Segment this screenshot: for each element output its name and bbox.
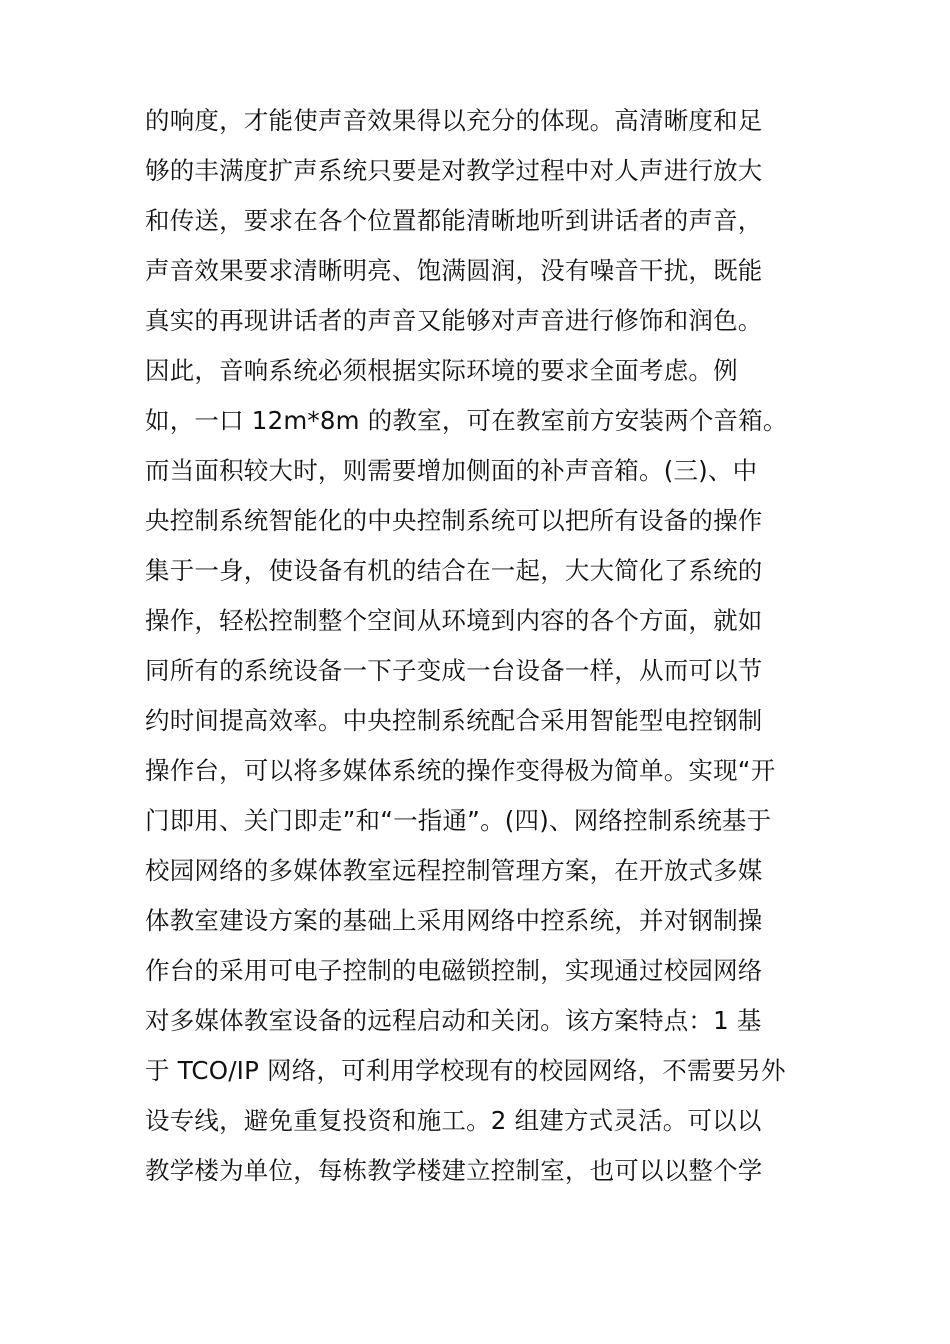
text-line: 于 TCO/IP 网络，可利用学校现有的校园网络，不需要另外	[145, 1056, 786, 1085]
text-line: 如，一口 12m*8m 的教室，可在教室前方安装两个音箱。	[145, 406, 788, 435]
text-line: 教学楼为单位，每栋教学楼建立控制室，也可以以整个学	[145, 1156, 763, 1185]
text-line: 门即用、关门即走”和“一指通”。(四)、网络控制系统基于	[145, 806, 772, 835]
text-line: 约时间提高效率。中央控制系统配合采用智能型电控钢制	[145, 706, 763, 735]
text-line: 对多媒体教室设备的远程启动和关闭。该方案特点：1 基	[145, 1006, 762, 1035]
text-line: 够的丰满度扩声系统只要是对教学过程中对人声进行放大	[145, 156, 763, 185]
text-line: 集于一身，使设备有机的结合在一起，大大简化了系统的	[145, 556, 763, 585]
text-line: 真实的再现讲话者的声音又能够对声音进行修饰和润色。	[145, 306, 763, 335]
text-line: 校园网络的多媒体教室远程控制管理方案，在开放式多媒	[145, 856, 763, 885]
body-text	[145, 96, 825, 1196]
text-line: 声音效果要求清晰明亮、饱满圆润，没有噪音干扰，既能	[145, 256, 763, 285]
text-line: 操作台，可以将多媒体系统的操作变得极为简单。实现“开	[145, 756, 776, 785]
text-line: 作台的采用可电子控制的电磁锁控制，实现通过校园网络	[145, 956, 763, 985]
text-line: 的响度，才能使声音效果得以充分的体现。高清晰度和足	[145, 106, 763, 135]
text-line: 和传送，要求在各个位置都能清晰地听到讲话者的声音，	[145, 206, 763, 235]
text-line: 同所有的系统设备一下子变成一台设备一样，从而可以节	[145, 656, 763, 685]
text-line: 因此，音响系统必须根据实际环境的要求全面考虑。例	[145, 356, 738, 385]
text-line: 设专线，避免重复投资和施工。2 组建方式灵活。可以以	[145, 1106, 762, 1135]
text-line: 体教室建设方案的基础上采用网络中控系统，并对钢制操	[145, 906, 763, 935]
text-line: 央控制系统智能化的中央控制系统可以把所有设备的操作	[145, 506, 763, 535]
text-line: 而当面积较大时，则需要增加侧面的补声音箱。(三)、中	[145, 456, 758, 485]
text-line: 操作，轻松控制整个空间从环境到内容的各个方面，就如	[145, 606, 763, 635]
